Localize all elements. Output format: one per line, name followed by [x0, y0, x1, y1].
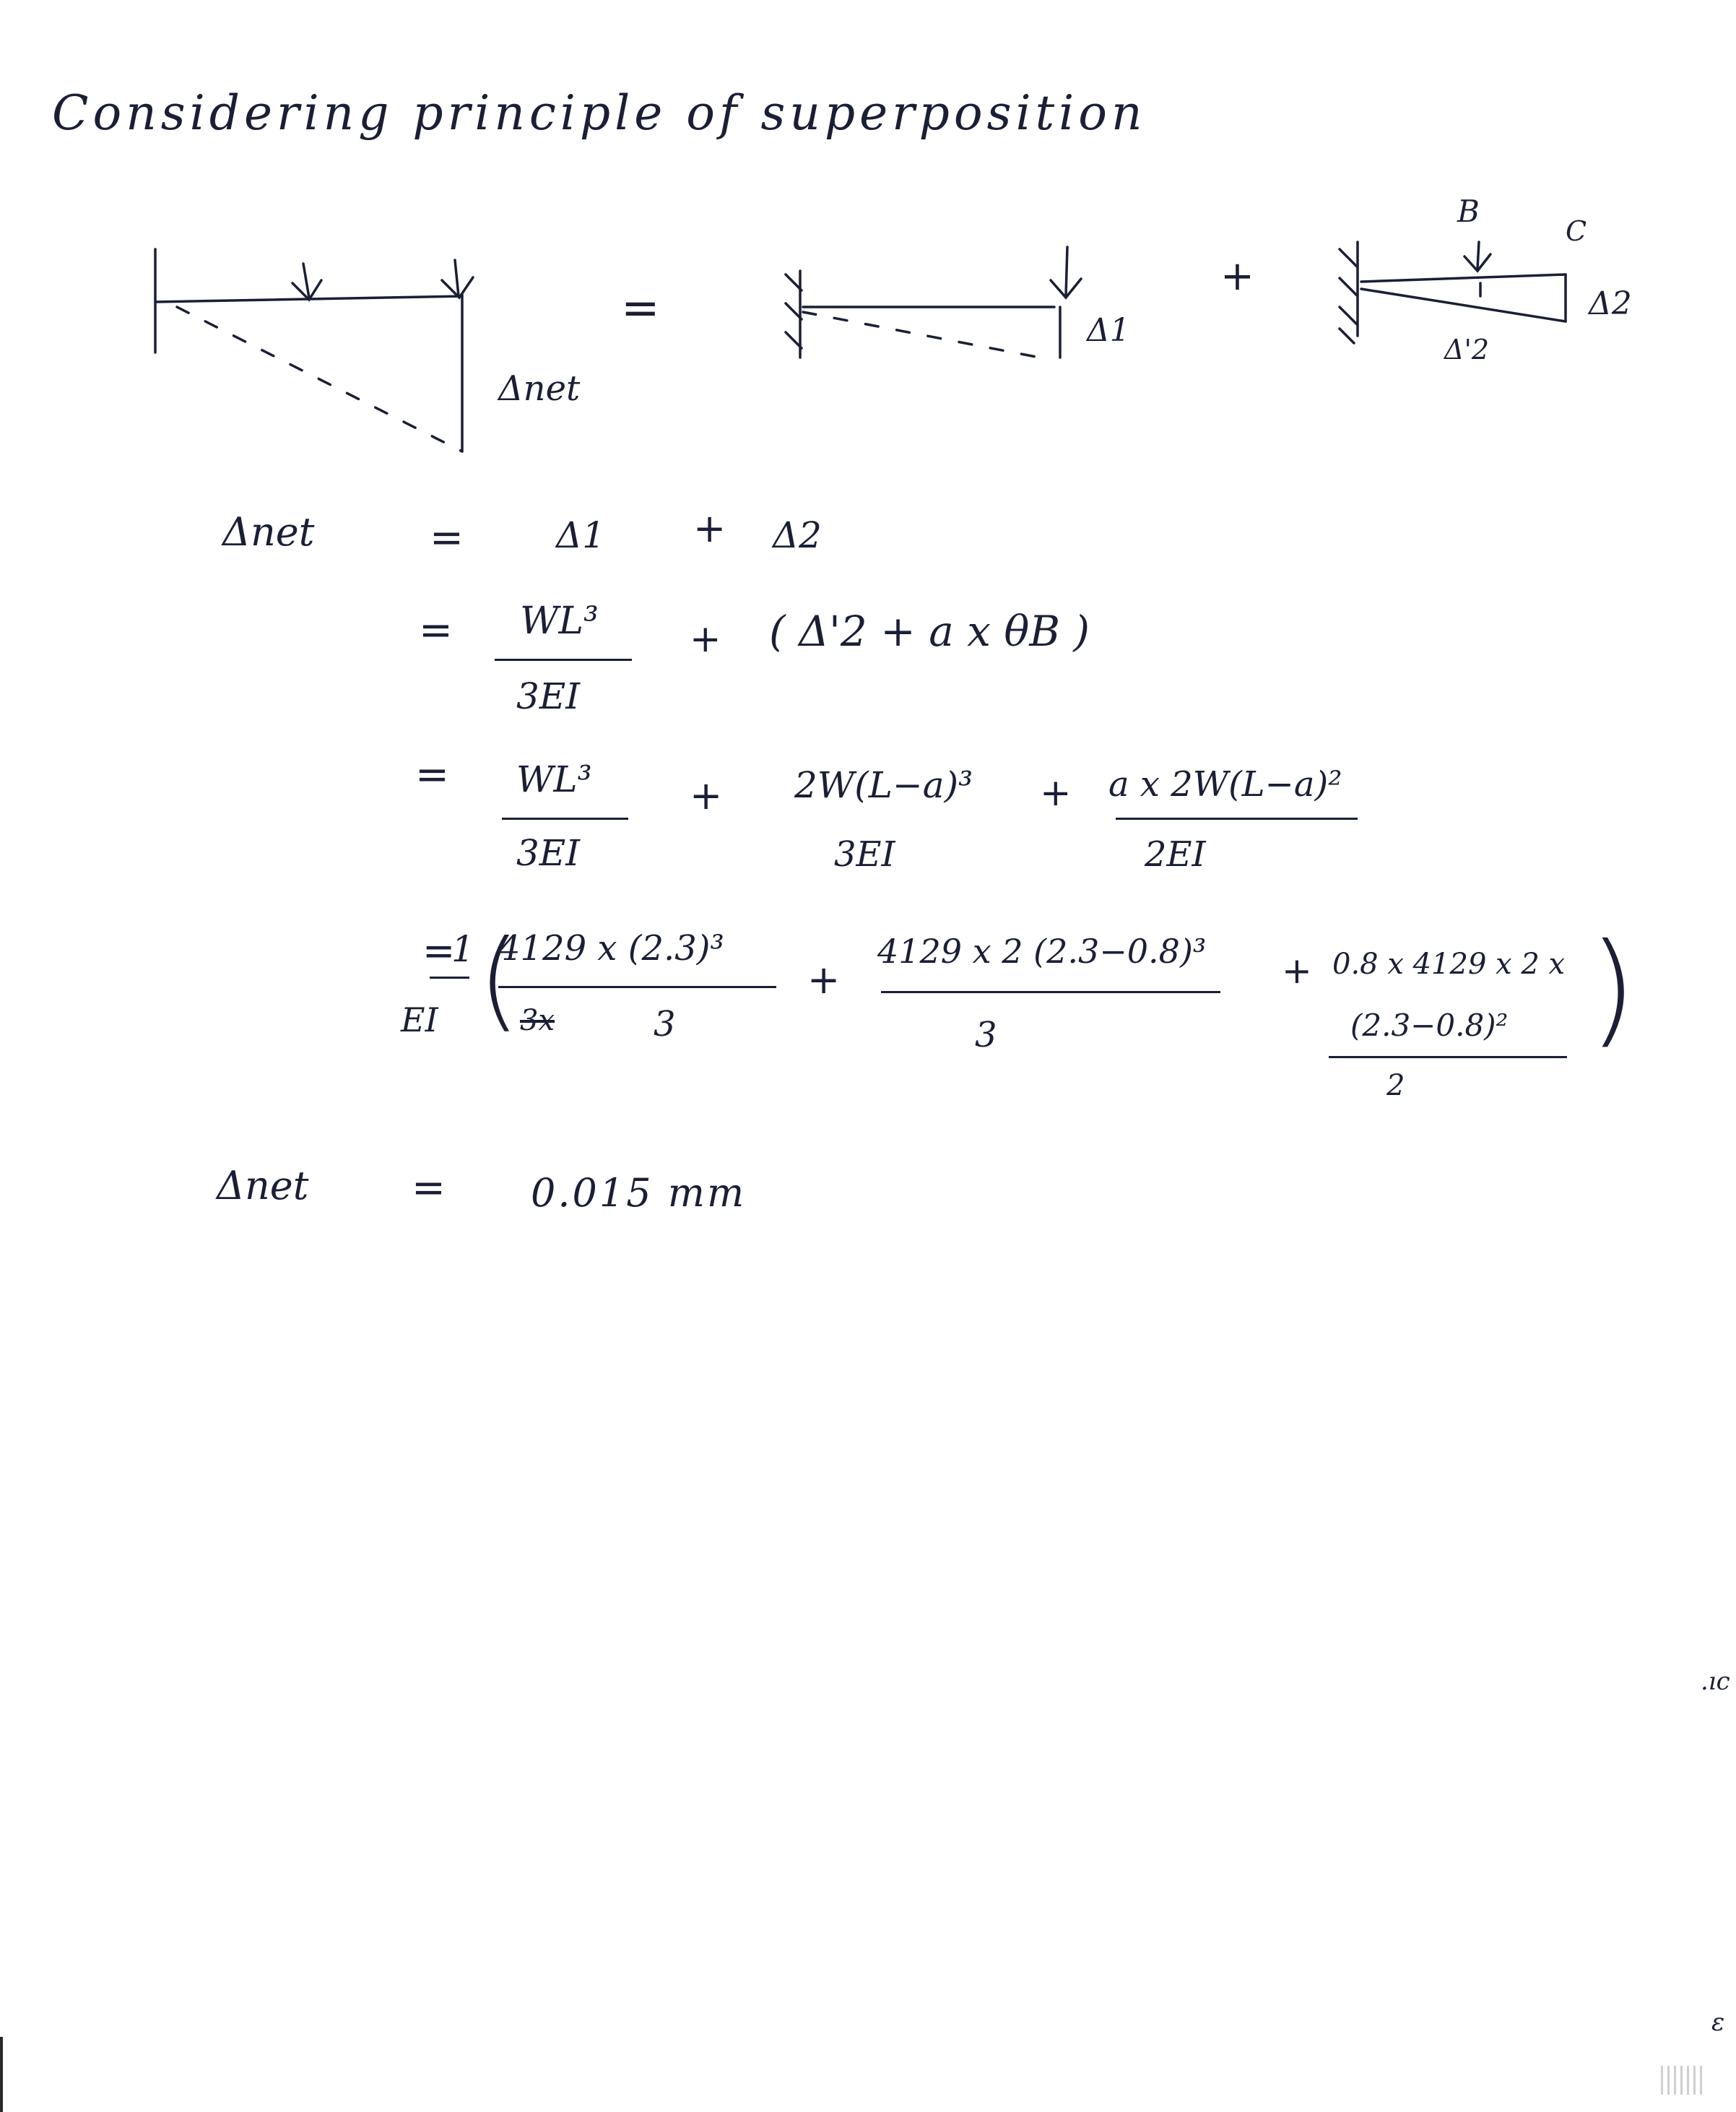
step4-close-paren: ) [1589, 917, 1637, 1060]
label-point-B: B [1457, 194, 1480, 229]
load-arrow-3 [1066, 247, 1067, 296]
diagram-equals-sign: = [621, 282, 660, 335]
step4-prefactor-denominator: EI [401, 1000, 438, 1039]
result-lhs: Δnet [217, 1163, 309, 1208]
beam-figure-case2 [1340, 242, 1566, 343]
step4-fraction-bar-2 [881, 991, 1220, 993]
deflected-shape-2 [803, 312, 1040, 358]
step4-denominator-2: 3 [975, 1015, 997, 1055]
label-delta-2-prime: Δ'2 [1444, 334, 1490, 365]
beam-figure-net [155, 249, 473, 451]
step4-equals-prefix: = [422, 928, 456, 974]
step4-plus-2: + [1282, 950, 1312, 992]
step4-denominator-1: 3 [654, 1004, 676, 1044]
beam-figure-case1 [786, 247, 1081, 358]
step3-denominator-2: 3EI [834, 834, 895, 875]
step2-denominator: 3EI [516, 675, 581, 717]
deflected-shape [177, 307, 462, 451]
step4-prefactor-bar [430, 977, 469, 979]
step4-fraction-bar-3 [1329, 1056, 1567, 1058]
step4-prefactor-numerator: 1 [451, 928, 474, 970]
step4-numerator-2: 4129 x 2 (2.3−0.8)³ [877, 932, 1207, 971]
superposition-sketch [0, 0, 1736, 506]
bottom-right-scan-marks [1661, 2066, 1704, 2095]
step3-fraction-bar-3 [1116, 818, 1358, 820]
step4-numerator-3b: (2.3−0.8)² [1350, 1008, 1509, 1043]
deflected-line-3 [1361, 289, 1566, 321]
step4-open-paren: ( [478, 917, 521, 1043]
step2-numerator: WL³ [520, 600, 599, 643]
step4-numerator-3a: 0.8 x 4129 x 2 x [1332, 948, 1566, 981]
step3-plus-2: + [1040, 771, 1072, 815]
margin-mark-top: .ıc [1701, 1667, 1730, 1696]
step3-denominator-1: 3EI [516, 832, 581, 874]
beam-line-3 [1361, 274, 1566, 282]
margin-mark-bottom: ε [1711, 2008, 1725, 2037]
result-equals: = [412, 1164, 446, 1211]
left-edge-shadow [0, 2037, 3, 2112]
step1-term1: Δ1 [556, 514, 605, 556]
hatch-3 [1340, 249, 1357, 343]
step4-denominator-3: 2 [1386, 1069, 1405, 1102]
label-delta-net: Δnet [498, 368, 581, 409]
step3-fraction-bar-1 [502, 818, 628, 820]
step3-plus-1: + [690, 773, 723, 818]
load-arrow-4 [1477, 242, 1479, 269]
label-delta-2: Δ2 [1589, 285, 1632, 322]
step3-numerator-3: a x 2W(L−a)² [1108, 764, 1342, 805]
step3-equals: = [415, 751, 449, 798]
step4-numerator-1: 4129 x (2.3)³ [498, 928, 724, 969]
load-arrow-2 [455, 260, 459, 296]
result-value: 0.015 mm [531, 1170, 747, 1216]
page-heading: Considering principle of superposition [52, 85, 1147, 141]
step2-plus: + [690, 618, 721, 661]
step2-bracket-term: ( Δ'2 + a x θB ) [769, 607, 1090, 656]
diagram-plus-sign: + [1220, 253, 1254, 300]
step4-fraction-bar-1 [498, 986, 776, 988]
load-arrow-1 [303, 264, 309, 298]
step3-numerator-1: WL³ [516, 758, 592, 800]
label-delta-1: Δ1 [1087, 312, 1130, 349]
step2-equals: = [419, 607, 453, 654]
step1-lhs: Δnet [222, 509, 315, 555]
step4-denominator-1-struck: 3x [520, 1004, 555, 1037]
step2-fraction-bar [495, 659, 632, 661]
step3-numerator-2: 2W(L−a)³ [794, 764, 973, 806]
step1-equals: = [430, 514, 464, 561]
step3-denominator-3: 2EI [1145, 834, 1206, 875]
label-point-C: C [1566, 215, 1587, 247]
step4-plus-1: + [807, 957, 841, 1003]
step1-term2: Δ2 [773, 514, 822, 556]
step1-plus: + [693, 506, 726, 551]
